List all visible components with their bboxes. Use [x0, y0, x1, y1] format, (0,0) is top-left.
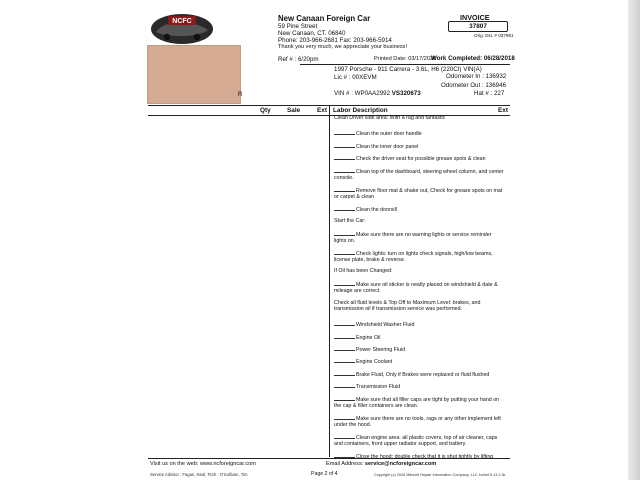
thank-you-note: Thank you very much, we appreciate your business!: [278, 44, 408, 50]
labor-task-item: [334, 154, 504, 162]
shop-street: 59 Pine Street: [278, 23, 318, 30]
labor-task-item: [334, 345, 504, 353]
labor-task-text: Clean engine area: all plastic covers, top of air cleaner, caps and containers, front upper radiator support, and battery.: [334, 435, 498, 448]
invoice-number: 37807: [448, 21, 508, 32]
checkoff-blank: [334, 129, 355, 135]
vehicle-description: 1997 Porsche - 911 Carrera - 3.6L, H6 (220CI) VIN(A): [334, 66, 482, 73]
vin-label: VIN # : WP0AA2992: [334, 90, 392, 97]
svg-text:NCFC: NCFC: [172, 18, 192, 26]
labor-task-item: [334, 186, 504, 200]
labor-task-text: Clean the outer door handle: [356, 131, 422, 137]
printed-date: Printed Date: 03/17/2026: [374, 56, 437, 62]
labor-task-item: [334, 268, 504, 274]
checkoff-blank: [334, 333, 355, 339]
vin-number: [334, 90, 421, 97]
labor-task-text: Make sure there are no tools, rags or any other implement left under the hood.: [334, 416, 501, 429]
labor-column-rule: [329, 105, 330, 457]
labor-task-text: Make sure there are no warning lights or service reminder lights on.: [334, 232, 492, 245]
labor-task-text: Engine Coolant: [356, 359, 393, 365]
col-ext-left: Ext: [317, 107, 327, 114]
labor-task-item: [334, 395, 504, 409]
checkoff-blank: [334, 414, 355, 420]
labor-task-text: Start the Car:: [334, 218, 366, 224]
col-qty: Qty: [260, 107, 271, 114]
labor-task-text: Power Steering Fluid: [356, 347, 406, 353]
checkoff-blank: [334, 230, 355, 236]
labor-task-item: [334, 433, 504, 447]
labor-task-item: [334, 205, 504, 213]
website: Visit us on the web: www.ncforeigncar.com: [150, 461, 256, 467]
labor-task-text: Check all fluid levels & Top Off to Maximum Level: brakes, and transmission oil if transmission service was performed.: [334, 300, 481, 313]
vin-bold: VS320673: [391, 90, 421, 97]
invoice-title: INVOICE: [460, 13, 490, 22]
checkoff-blank: [334, 154, 355, 160]
labor-task-text: Clean Driver side area: With a rag and fantastic: [334, 115, 446, 121]
labor-task-item: [334, 129, 504, 137]
labor-task-item: [334, 357, 504, 365]
labor-task-text: Clean the inner door panel: [356, 144, 419, 150]
labor-task-text: Transmission Fluid: [356, 384, 401, 390]
labor-task-item: [334, 300, 504, 312]
checkoff-blank: [334, 370, 355, 376]
page-number: Page 2 of 4: [311, 471, 338, 477]
checkoff-blank: [334, 205, 355, 211]
labor-task-text: Brake Fluid, Only if Brakes were replaced or fluid flushed: [356, 372, 490, 378]
odometer-out: Odometer Out : 136946: [441, 82, 507, 89]
service-advisor: Service Advisor : Fagan, Neal, Tech : O'Sullivan, Tim: [150, 472, 248, 477]
work-completed: Work Completed: 06/28/2018: [431, 55, 515, 62]
redacted-customer-block: [147, 45, 241, 104]
labor-task-text: Clean the doorsill: [356, 207, 397, 213]
hat-number: Hat # : 227: [474, 90, 505, 97]
labor-task-item: [334, 142, 504, 150]
shop-logo: [150, 12, 214, 46]
labor-task-item: [334, 249, 504, 263]
labor-task-text: Make sure oil sticker is neatly placed on windshield & date & mileage are correct.: [334, 282, 498, 295]
shop-name: New Canaan Foreign Car: [278, 14, 371, 23]
license-number: Lic # : 00XEVM: [334, 74, 377, 81]
email-address: service@ncforeigncar.com: [364, 461, 437, 467]
labor-task-item: [334, 414, 504, 428]
checkoff-blank: [334, 395, 355, 401]
section-marker: R: [238, 91, 243, 98]
labor-task-text: Close the hood; double check that it is shut tightly by lifting: [356, 454, 494, 460]
labor-task-item: [334, 370, 504, 378]
labor-task-text: Check lights: turn on lights check signals, high/low beams, license plate, brake & reverse.: [334, 251, 493, 264]
col-labor-description: Labor Description: [333, 107, 388, 114]
labor-task-text: Clean top of the dashboard, steering wheel column, and center console.: [334, 169, 504, 182]
labor-task-item: [334, 280, 504, 294]
checkoff-blank: [334, 186, 355, 192]
labor-task-item: [334, 333, 504, 341]
labor-task-item: [334, 382, 504, 390]
original-estimate: Orig. Est. # 037961: [474, 33, 514, 38]
checkoff-blank: [334, 433, 355, 439]
labor-task-text: Check the driver seat for possible grease spots & clean: [356, 156, 486, 162]
copyright: Copyright (c) 2026 Mitchell Repair Information Company, LLC Invfmt 5.13.2 Nr: [374, 473, 506, 477]
ref-number: Ref # : 6/20pm: [278, 56, 319, 63]
shop-city: New Canaan, CT. 06840: [278, 30, 346, 37]
labor-task-text: If Oil has been Changed:: [334, 268, 393, 274]
checkoff-blank: [334, 142, 355, 148]
labor-task-text: Engine Oil: [356, 335, 381, 341]
checkoff-blank: [334, 280, 355, 286]
email-label: Email Address:: [326, 461, 365, 467]
shop-phone: Phone: 203-966-2681 Fax: 203-966-5914: [278, 37, 392, 44]
vehicle-divider: [300, 64, 510, 65]
labor-task-item: [334, 320, 504, 328]
col-sale: Sale: [287, 107, 301, 114]
checkoff-blank: [334, 345, 355, 351]
email-line: [326, 461, 436, 467]
checkoff-blank: [334, 249, 355, 255]
page-edge-shadow: [628, 0, 640, 480]
checkoff-blank: [334, 382, 355, 388]
checkoff-blank: [334, 167, 355, 173]
checkoff-blank: [334, 320, 355, 326]
labor-task-text: Remove floor mat & shake out, Check for grease spots on mat or carpet & clean: [334, 188, 503, 201]
labor-task-text: Windshield Washer Fluid: [356, 322, 415, 328]
col-ext-right: Ext: [498, 107, 508, 114]
labor-task-item: [334, 452, 504, 460]
labor-task-item: [334, 230, 504, 244]
labor-task-item: [334, 218, 504, 224]
odometer-in: Odometer In : 136932: [446, 73, 507, 80]
labor-task-text: Make sure that all filler caps are tight by putting your hand on the cap & filler containers are clean.: [334, 397, 500, 410]
footer-rule: [148, 458, 510, 459]
labor-task-item: [334, 167, 504, 181]
labor-task-item: [334, 115, 504, 121]
checkoff-blank: [334, 357, 355, 363]
